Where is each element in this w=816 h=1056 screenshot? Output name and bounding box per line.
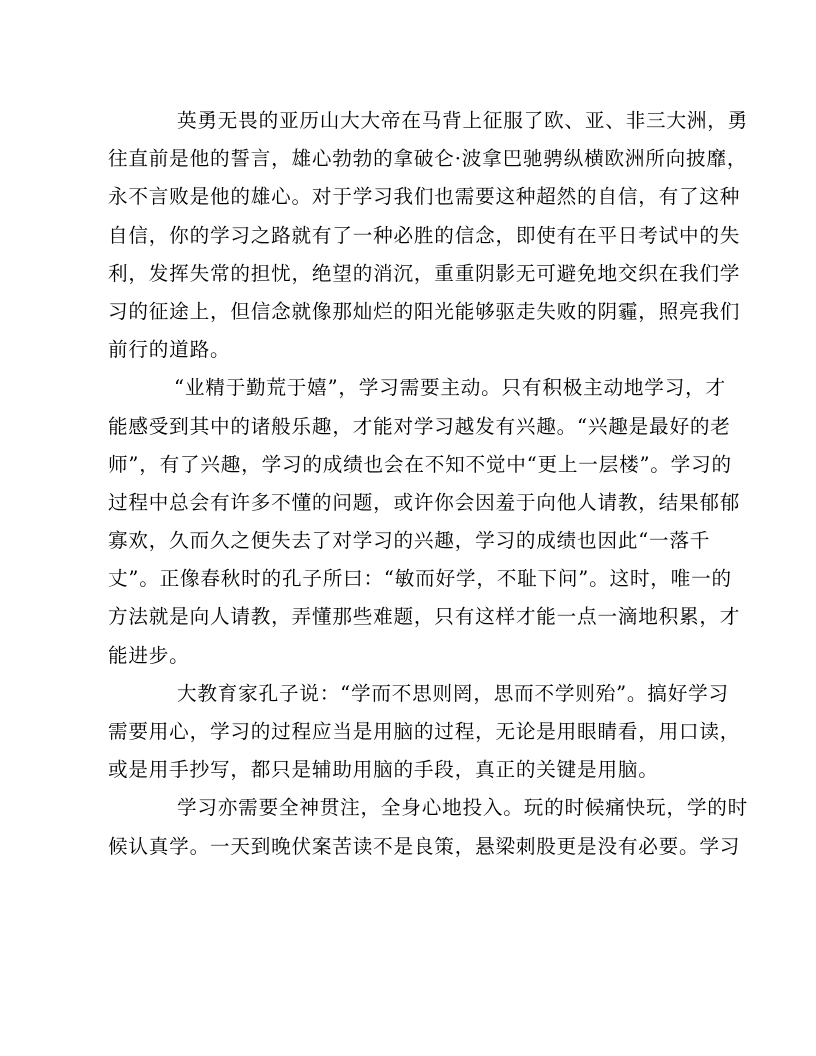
paragraph-confidence (108, 102, 749, 369)
paragraph-thinking (108, 675, 741, 790)
text-line: 能进步。 (108, 643, 190, 667)
paragraph-initiative (108, 369, 741, 675)
text-line: “业精于勤荒于嬉”，学习需要主动。只有积极主动地学习，才 (174, 376, 726, 400)
text-line: 前行的道路。 (108, 338, 231, 362)
text-line: 丈”。正像春秋时的孔子所曰：“敏而好学，不耻下问”。这时，唯一的 (108, 567, 732, 591)
text-line: 永不言败是他的雄心。对于学习我们也需要这种超然的自信，有了这种 (108, 185, 741, 209)
text-line: 候认真学。一天到晚伏案苦读不是良策，悬梁刺股更是没有必要。学习 (108, 834, 741, 858)
text-line: 能感受到其中的诸般乐趣，才能对学习越发有兴趣。“兴趣是最好的老 (108, 414, 731, 438)
text-line: 需要用心，学习的过程应当是用脑的过程，无论是用眼睛看，用口读， (108, 720, 741, 743)
text-line: 利，发挥失常的担忧，绝望的消沉，重重阴影无可避免地交织在我们学 (108, 261, 741, 285)
text-line: 往直前是他的誓言，雄心勃勃的拿破仑·波拿巴驰骋纵横欧洲所向披靡， (108, 147, 748, 171)
text-line: 寡欢，久而久之便失去了对学习的兴趣，学习的成绩也因此“一落千 (108, 529, 711, 553)
text-line: 大教育家孔子说：“学而不思则罔，思而不学则殆”。搞好学习 (177, 681, 729, 705)
text-line: 习的征途上，但信念就像那灿烂的阳光能够驱走失败的阴霾，照亮我们 (108, 299, 741, 323)
text-line: 方法就是向人请教，弄懂那些难题，只有这样才能一点一滴地积累，才 (108, 605, 741, 629)
text-line: 英勇无畏的亚历山大大帝在马背上征服了欧、亚、非三大洲，勇 (177, 109, 749, 132)
paragraph-focus (108, 789, 749, 865)
text-line: 过程中总会有许多不懂的问题，或许你会因羞于向他人请教，结果郁郁 (108, 490, 741, 514)
document-page (108, 102, 749, 866)
text-line: 师”，有了兴趣，学习的成绩也会在不知不觉中“更上一层楼”。学习的 (108, 452, 732, 476)
text-line: 自信，你的学习之路就有了一种必胜的信念，即使有在平日考试中的失 (108, 223, 741, 247)
text-line: 或是用手抄写，都只是辅助用脑的手段，真正的关键是用脑。 (108, 758, 659, 782)
text-line: 学习亦需要全神贯注，全身心地投入。玩的时候痛快玩，学的时 (177, 796, 749, 820)
